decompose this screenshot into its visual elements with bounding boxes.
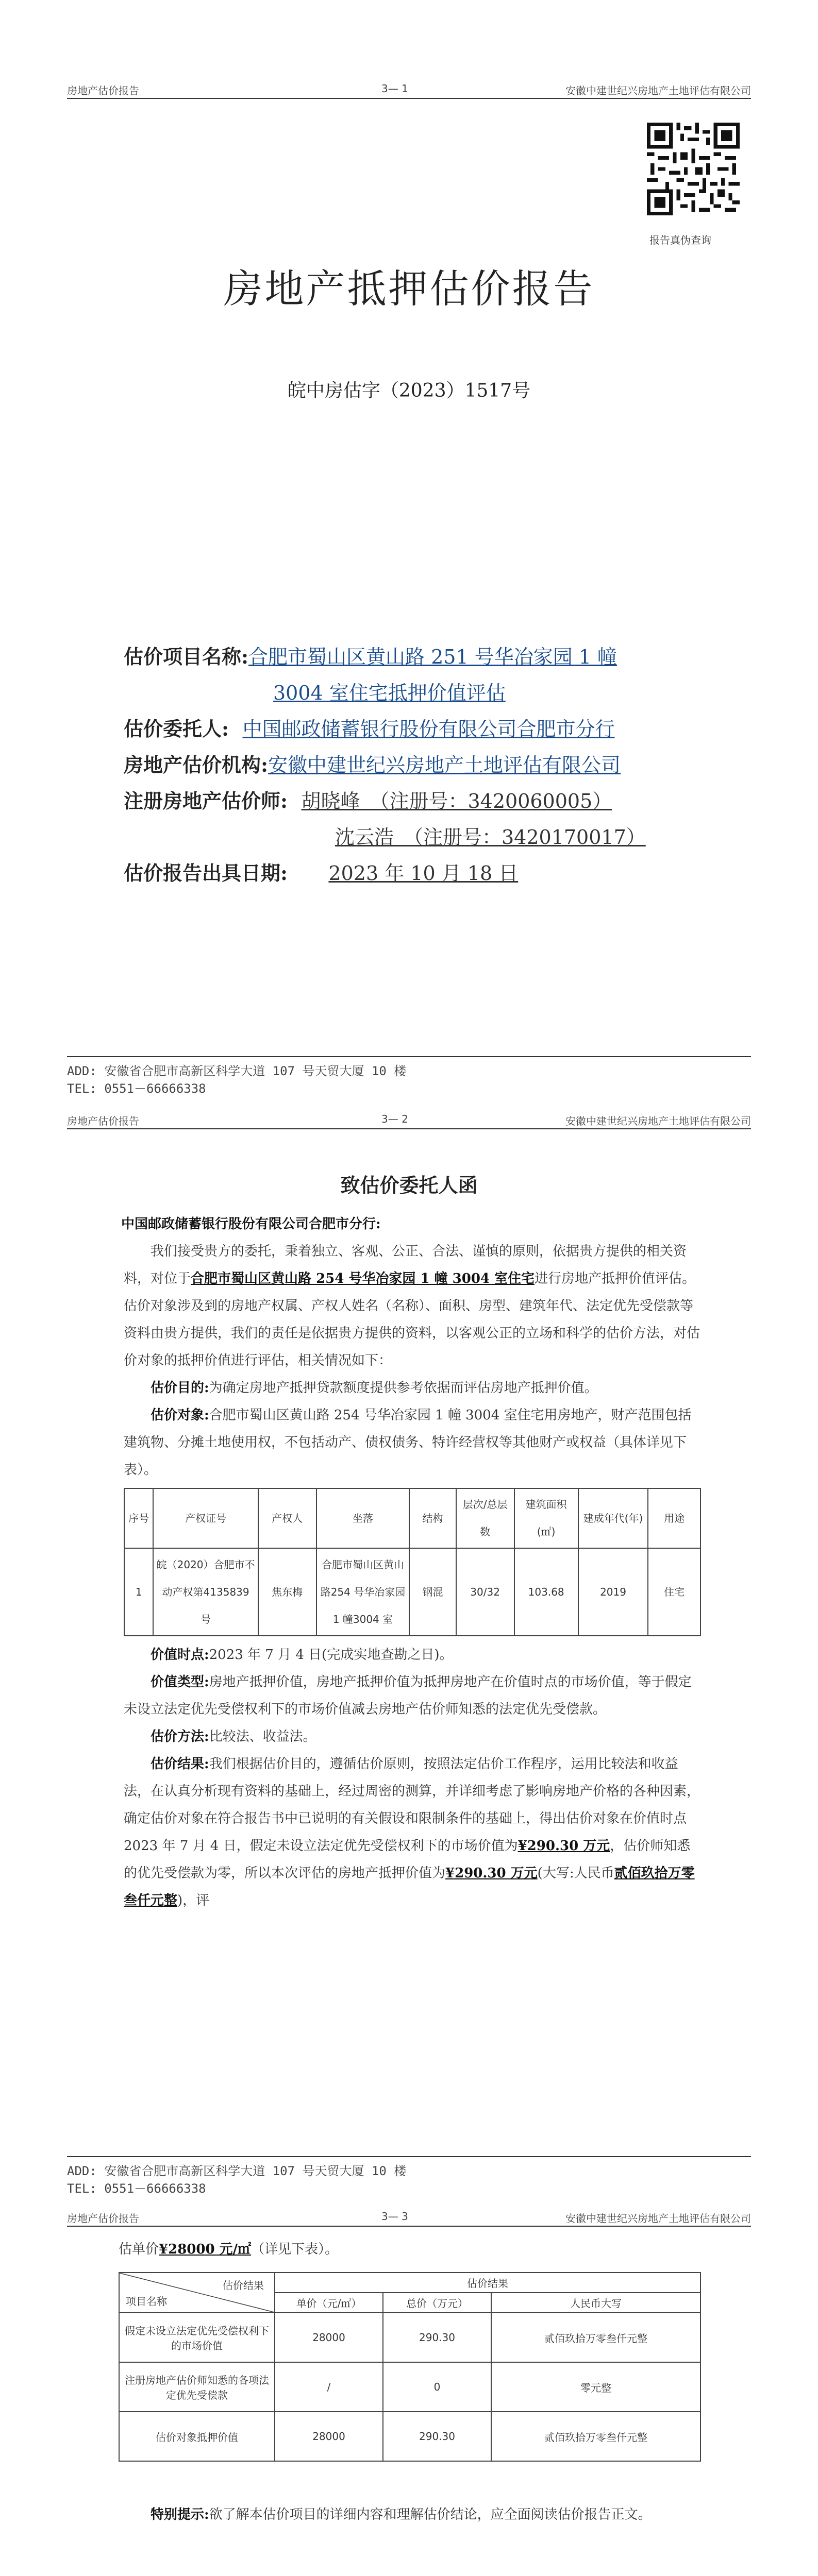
table-cell: 估价对象抵押价值 xyxy=(119,2412,275,2461)
table-cell: 假定未设立法定优先受偿权利下的市场价值 xyxy=(119,2313,275,2362)
table-cell: 28000 xyxy=(275,2313,383,2362)
table-row xyxy=(124,1548,700,1636)
cap-prefix: (大写:人民币 xyxy=(537,1866,614,1881)
header-title: 房地产估价报告 xyxy=(67,84,139,97)
page-header xyxy=(67,2210,751,2227)
date-value: 2023 年 10 月 18 日 xyxy=(328,862,519,885)
cap-suffix: )，评 xyxy=(177,1893,210,1908)
project-value-cont: 3004 室住宅抵押价值评估 xyxy=(273,682,506,704)
report-title: 房地产抵押估价报告 xyxy=(223,266,595,312)
table-header: 层次/总层数 xyxy=(456,1488,514,1548)
table-header: 建成年代(年) xyxy=(578,1488,648,1548)
note-label: 特别提示: xyxy=(151,2507,209,2522)
table-header: 坐落 xyxy=(316,1488,410,1548)
page-header xyxy=(67,1113,751,1129)
table-header: 结构 xyxy=(409,1488,456,1548)
purpose-label: 估价目的: xyxy=(151,1380,209,1396)
table-cell: / xyxy=(275,2362,383,2412)
table-cell: 30/32 xyxy=(456,1548,514,1636)
table-header: 序号 xyxy=(124,1488,153,1548)
table-cell: 103.68 xyxy=(514,1548,578,1636)
table-cell: 注册房地产估价师知悉的各项法定优先受偿款 xyxy=(119,2362,275,2412)
qr-code[interactable] xyxy=(647,123,740,215)
letter-continued-page xyxy=(0,2197,818,2576)
page-number: 3— 2 xyxy=(381,1113,408,1125)
table-cell: 28000 xyxy=(275,2412,383,2461)
note-text: 欲了解本估价项目的详细内容和理解估价结论，应全面阅读估价报告正文。 xyxy=(209,2507,652,2522)
table-cell: 零元整 xyxy=(491,2362,700,2412)
page-header xyxy=(67,82,751,99)
value-in-words: 贰佰玖拾万零叁仟元整 xyxy=(124,1866,695,1908)
lead-tail: （详见下表）。 xyxy=(251,2242,339,2257)
special-note xyxy=(124,2501,701,2529)
footer-address: ADD: 安徽省合肥市高新区科学大道 107 号天贸大厦 10 楼 xyxy=(67,1064,407,1078)
purpose-text: 为确定房地产抵押贷款额度提供参考依据而评估房地产抵押价值。 xyxy=(209,1380,598,1396)
project-value: 合肥市蜀山区黄山路 251 号华冶家园 1 幢 xyxy=(248,646,617,668)
table-cell: 皖（2020）合肥市不动产权第4135839 号 xyxy=(153,1548,258,1636)
table-cell: 290.30 xyxy=(383,2313,491,2362)
time-paragraph xyxy=(124,1641,701,1669)
intro-paragraph xyxy=(124,1238,701,1375)
table-header: 产权人 xyxy=(258,1488,316,1548)
header-company: 安徽中建世纪兴房地产土地评估有限公司 xyxy=(565,1115,751,1127)
table-cell: 0 xyxy=(383,2362,491,2412)
table-cell: 1 xyxy=(124,1548,153,1636)
appraiser-2: 沈云浩 （注册号：3420170017） xyxy=(335,826,646,849)
document-number: 皖中房估字（2023）1517号 xyxy=(287,380,531,401)
unit-price: ¥28000 元/㎡ xyxy=(159,2242,252,2257)
header-company: 安徽中建世纪兴房地产土地评估有限公司 xyxy=(565,84,751,97)
table-row xyxy=(119,2362,700,2412)
table-cell: 焦东梅 xyxy=(258,1548,316,1636)
method-label: 估价方法: xyxy=(151,1729,209,1744)
type-text: 房地产抵押价值，房地产抵押价值为抵押房地产在价值时点的市场价值，等于假定未设立法定优先受偿权利下的市场价值减去房地产估价师知悉的法定优先受偿款。 xyxy=(124,1674,692,1717)
purpose-paragraph xyxy=(124,1375,701,1402)
date-label: 估价报告出具日期: xyxy=(124,861,288,885)
table-header: 单价（元/㎡） xyxy=(275,2293,383,2313)
result-label: 估价结果: xyxy=(151,1756,209,1772)
method-paragraph xyxy=(124,1723,701,1751)
report-cover-page xyxy=(0,0,818,1097)
mortgage-value: ¥290.30 万元 xyxy=(445,1866,538,1881)
intro-text: 我们接受贵方的委托，秉着独立、客观、公正、合法、谨慎的原则，依据贵方提供的相关资料，对位于 xyxy=(124,1244,687,1286)
header-company: 安徽中建世纪兴房地产土地评估有限公司 xyxy=(565,2212,751,2225)
property-table xyxy=(124,1488,701,1636)
lead-text: 估单价 xyxy=(119,2242,159,2257)
table-header: 用途 xyxy=(648,1488,700,1548)
client-label: 估价委托人: xyxy=(124,717,229,740)
unit-price-line xyxy=(119,2236,696,2263)
page-footer xyxy=(67,2156,751,2197)
letter-title: 致估价委托人函 xyxy=(340,1174,478,1197)
table-header: 总价（万元） xyxy=(383,2293,491,2313)
result-text: 我们根据估价目的，遵循估价原则，按照法定估价工作程序，运用比较法和收益法，在认真分析现有资料的基础上，经过周密的测算，并详细考虑了影响房地产价格的各种因素，确定估价对象在符合报告书中已说明的有关假设和限制条件的基础上，得出估价对象在价值时点 2023 年 7 月 4 日，假定未设立法定优先受偿权利下的市场价值为 xyxy=(124,1756,700,1854)
table-header: 人民币大写 xyxy=(491,2293,700,2313)
table-group-header: 估价结果 xyxy=(275,2273,700,2293)
method-text: 比较法、收益法。 xyxy=(209,1729,316,1744)
corner-bottom-label: 项目名称 xyxy=(126,2295,167,2308)
header-title: 房地产估价报告 xyxy=(67,2212,139,2225)
table-header: 建筑面积(㎡) xyxy=(514,1488,578,1548)
letter-page xyxy=(0,1097,818,2197)
project-label: 估价项目名称: xyxy=(124,645,249,668)
table-row xyxy=(119,2313,700,2362)
object-label: 估价对象: xyxy=(151,1408,209,1423)
org-value: 安徽中建世纪兴房地产土地评估有限公司 xyxy=(268,754,621,776)
corner-top-label: 估价结果 xyxy=(223,2279,264,2292)
type-paragraph xyxy=(124,1669,701,1723)
footer-address: ADD: 安徽省合肥市高新区科学大道 107 号天贸大厦 10 楼 xyxy=(67,2164,407,2178)
table-header: 产权证号 xyxy=(153,1488,258,1548)
qr-caption: 报告真伪查询 xyxy=(649,234,711,246)
footer-phone: TEL: 0551－66666338 xyxy=(67,2181,206,2196)
valuation-result-table xyxy=(119,2272,701,2462)
object-text: 合肥市蜀山区黄山路 254 号华冶家园 1 幢 3004 室住宅用房地产，财产范围包括建筑物、分摊土地使用权，不包括动产、债权债务、特许经营权等其他财产或权益（具体详见下表）。 xyxy=(124,1408,692,1478)
type-label: 价值类型: xyxy=(151,1674,209,1690)
page-number: 3— 1 xyxy=(381,82,408,95)
project-info xyxy=(124,639,646,891)
time-label: 价值时点: xyxy=(151,1647,209,1663)
client-value: 中国邮政储蓄银行股份有限公司合肥市分行 xyxy=(242,718,615,740)
appraiser-1: 胡晓峰 （注册号：3420060005） xyxy=(301,790,612,812)
addressee: 中国邮政储蓄银行股份有限公司合肥市分行: xyxy=(121,1216,381,1232)
page-number: 3— 3 xyxy=(381,2210,408,2223)
time-text: 2023 年 7 月 4 日(完成实地查勘之日)。 xyxy=(209,1647,453,1663)
appraiser-label: 注册房地产估价师: xyxy=(124,789,288,812)
result-mid: ，估价师知悉的优先受偿款为零，所以本次评估的房地产抵押价值为 xyxy=(124,1838,691,1881)
object-paragraph xyxy=(124,1402,701,1484)
intro-tail: 进行房地产抵押价值评估。估价对象涉及到的房地产权属、产权人姓名（名称）、面积、房型、建筑年代、法定优先受偿款等资料由贵方提供，我们的责任是依据贵方提供的资料，以客观公正的立场和科学的估价方法，对估价对象的抵押价值进行评估，相关情况如下： xyxy=(124,1271,700,1368)
footer-phone: TEL: 0551－66666338 xyxy=(67,1081,206,1096)
header-title: 房地产估价报告 xyxy=(67,1115,139,1127)
result-paragraph xyxy=(124,1751,701,1914)
table-cell: 2019 xyxy=(578,1548,648,1636)
page-footer xyxy=(67,1056,751,1097)
table-corner xyxy=(119,2273,275,2313)
org-label: 房地产估价机构: xyxy=(124,753,269,776)
table-row xyxy=(119,2412,700,2461)
table-header-row xyxy=(124,1488,700,1548)
table-cell: 住宅 xyxy=(648,1548,700,1636)
letter-body xyxy=(121,1211,701,1914)
table-header-row xyxy=(119,2273,700,2293)
table-cell: 贰佰玖拾万零叁仟元整 xyxy=(491,2313,700,2362)
table-cell: 290.30 xyxy=(383,2412,491,2461)
table-cell: 贰佰玖拾万零叁仟元整 xyxy=(491,2412,700,2461)
intro-address: 合肥市蜀山区黄山路 254 号华冶家园 1 幢 3004 室住宅 xyxy=(191,1271,535,1286)
table-cell: 钢混 xyxy=(409,1548,456,1636)
market-value: ¥290.30 万元 xyxy=(517,1838,610,1854)
table-cell: 合肥市蜀山区黄山路254 号华冶家园 1 幢3004 室 xyxy=(316,1548,410,1636)
